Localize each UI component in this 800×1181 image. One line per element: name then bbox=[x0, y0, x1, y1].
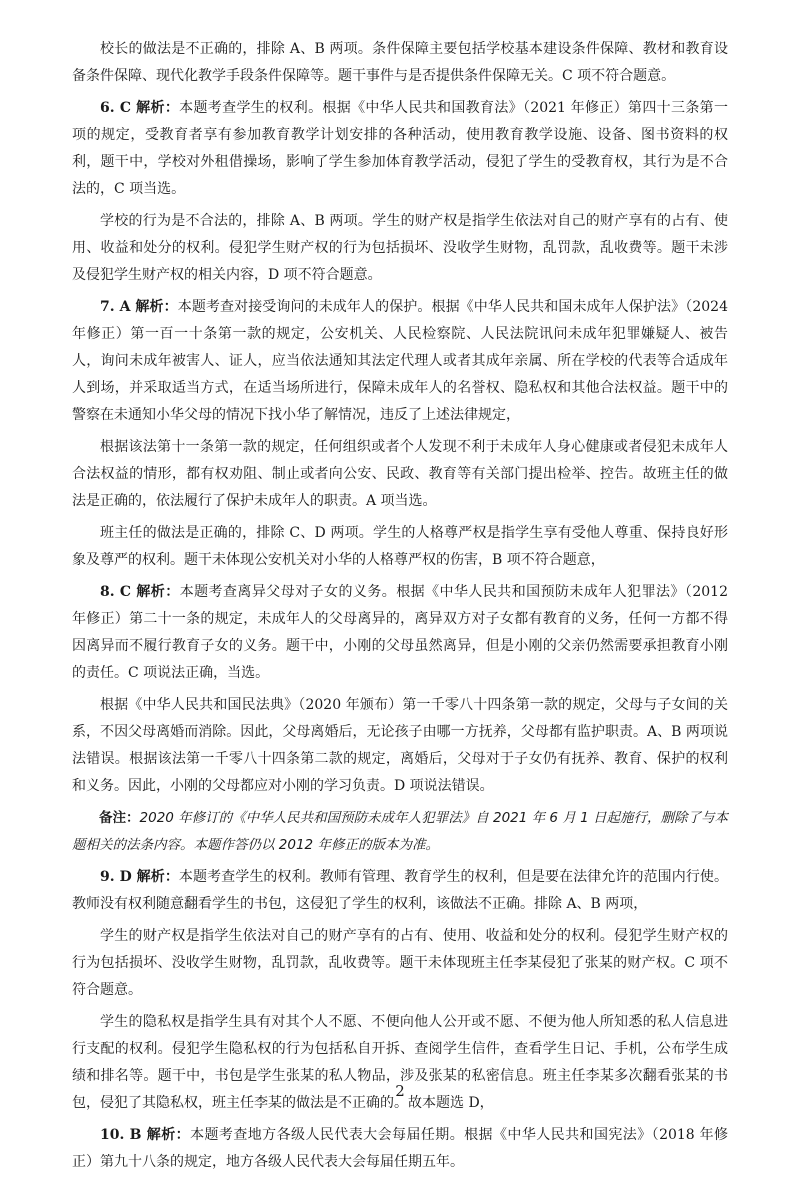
answer-label: 6. C 解析： bbox=[100, 100, 180, 116]
paragraph bbox=[72, 208, 728, 289]
answer-label: 10. B 解析： bbox=[100, 1127, 191, 1143]
answer-label: 9. D 解析： bbox=[100, 869, 179, 885]
answer-label: 8. C 解析： bbox=[100, 584, 180, 600]
paragraph-text: 本题考查地方各级人民代表大会每届任期。根据《中华人民共和国宪法》（2018 年修正）第九十八条的规定，地方各级人民代表大会每届任期五年。 bbox=[72, 1127, 729, 1170]
answer-6 bbox=[72, 95, 728, 203]
answer-9 bbox=[72, 864, 728, 918]
paragraph-text: 学生的隐私权是指学生具有对其个人不愿、不便向他人公开或不愿、不便为他人所知悉的私人信息进行支配的权利。侵犯学生隐私权的行为包括私自开拆、查阅学生信件，查看学生日记、手机，公布学生成绩和排名等。题干中，书包是学生张某的私人物品，涉及张某的私密信息。班主任李某多次翻看张某的书包，侵犯了其隐私权，班主任李某的做法是不正确的。故本题选 D， bbox=[72, 1014, 728, 1111]
paragraph-text: 校长的做法是不正确的，排除 A、B 两项。条件保障主要包括学校基本建设条件保障、教材和教育设备条件保障、现代化教学手段条件保障等。题干事件与是否提供条件保障无关。C 项不符合题意。 bbox=[72, 41, 728, 84]
paragraph-text: 本题考查离异父母对子女的义务。根据《中华人民共和国预防未成年人犯罪法》（2012 年修正）第二十一条的规定，未成年人的父母离异的，离异双方对子女都有教育的义务，任何一方都不得因离异而不履行教育子女的义务。题干中，小刚的父母虽然离异，但是小刚的父亲仍然需要承担教育小刚的责任。C 项说法正确，当选。 bbox=[72, 584, 728, 681]
note-text: 2020 年修订的《中华人民共和国预防未成年人犯罪法》自 2021 年 6 月 1 日起施行，删除了与本题相关的法条内容。本题作答仍以 2012 年修正的版本为准。 bbox=[72, 810, 729, 853]
paragraph bbox=[72, 36, 728, 90]
paragraph-text: 班主任的做法是正确的，排除 C、D 两项。学生的人格尊严权是指学生享有受他人尊重、保持良好形象及尊严的权利。题干未体现公安机关对小华的人格尊严权的伤害，B 项不符合题意， bbox=[72, 525, 728, 568]
paragraph bbox=[72, 520, 728, 574]
answer-8 bbox=[72, 579, 728, 687]
paragraph bbox=[72, 923, 728, 1004]
answer-10 bbox=[72, 1122, 728, 1176]
answer-label: 7. A 解析： bbox=[100, 299, 178, 315]
paragraph-text: 本题考查对接受询问的未成年人的保护。根据《中华人民共和国未成年人保护法》（2024 年修正）第一百一十条第一款的规定，公安机关、人民检察院、人民法院讯问未成年犯罪嫌疑人、被告人，询问未成年被害人、证人，应当依法通知其法定代理人或者其成年亲属、所在学校的代表等合适成年人到场，并采取适当方式，在适当场所进行，保障未成年人的名誉权、隐私权和其他合法权益。题干中的警察在未通知小华父母的情况下找小华了解情况，违反了上述法律规定， bbox=[72, 299, 728, 423]
page-number: 2 bbox=[395, 1082, 405, 1100]
document-body bbox=[72, 36, 728, 1181]
paragraph-text: 学校的行为是不合法的，排除 A、B 两项。学生的财产权是指学生依法对自己的财产享有的占有、使用、收益和处分的权利。侵犯学生财产权的行为包括损坏、没收学生财物，乱罚款，乱收费等。题干未涉及侵犯学生财产权的相关内容，D 项不符合题意。 bbox=[72, 213, 728, 283]
paragraph bbox=[72, 692, 728, 800]
paragraph-text: 本题考查学生的权利。教师有管理、教育学生的权利，但是要在法律允许的范围内行使。教师没有权利随意翻看学生的书包，这侵犯了学生的权利，该做法不正确。排除 A、B 两项， bbox=[72, 869, 728, 912]
paragraph-text: 根据该法第十一条第一款的规定，任何组织或者个人发现不利于未成年人身心健康或者侵犯未成年人合法权益的情形，都有权劝阻、制止或者向公安、民政、教育等有关部门提出检举、控告。故班主任的做法是正确的，依法履行了保护未成年人的职责。A 项当选。 bbox=[72, 439, 728, 509]
paragraph bbox=[72, 1009, 728, 1117]
paragraph-text: 本题考查学生的权利。根据《中华人民共和国教育法》（2021 年修正）第四十三条第一项的规定，受教育者享有参加教育教学计划安排的各种活动，使用教育教学设施、设备、图书资料的权利，题干中，学校对外租借操场，影响了学生参加体育教学活动，侵犯了学生的受教育权，其行为是不合法的，C 项当选。 bbox=[72, 100, 728, 197]
paragraph-text: 根据《中华人民共和国民法典》（2020 年颁布）第一千零八十四条第一款的规定，父母与子女间的关系，不因父母离婚而消除。因此，父母离婚后，无论孩子由哪一方抚养，父母都有监护职责。A、B 两项说法错误。根据该法第一千零八十四条第二款的规定，离婚后，父母对于子女仍有抚养、教育、保护的权利和义务。因此，小刚的父母都应对小刚的学习负责。D 项说法错误。 bbox=[72, 697, 728, 794]
paragraph bbox=[72, 434, 728, 515]
note-label: 备注： bbox=[99, 810, 140, 826]
paragraph-text: 学生的财产权是指学生依法对自己的财产享有的占有、使用、收益和处分的权利。侵犯学生财产权的行为包括损坏、没收学生财物，乱罚款，乱收费等。题干未体现班主任李某侵犯了张某的财产权。C 项不符合题意。 bbox=[72, 928, 728, 998]
note-paragraph bbox=[72, 805, 728, 859]
answer-7 bbox=[72, 294, 728, 429]
